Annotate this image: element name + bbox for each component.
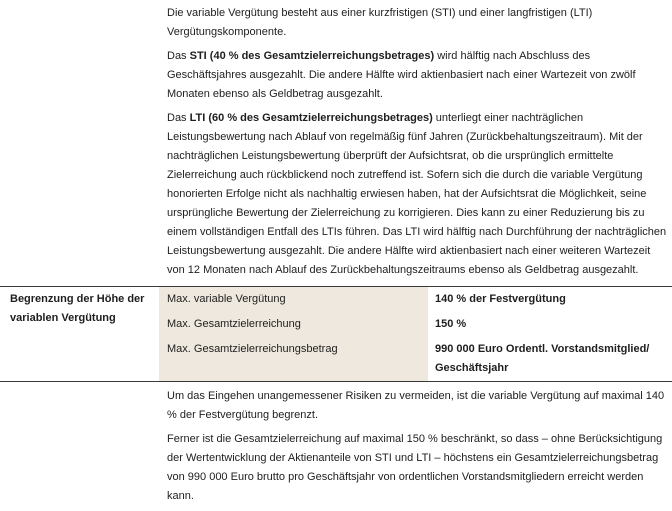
limits-row-label: Begrenzung der Höhe der variablen Vergütung [10, 293, 145, 324]
sti-paragraph: Das STI (40 % des Gesamtzielerreichungsbetrages) wird hälftig nach Abschluss des Geschäftsjahres ausgezahlt. Die andere Hälfte wird aktienbasiert nach einer Wartezeit von zwölf Monaten ebenso als Geldbetrag ausgezahlt. [167, 50, 636, 100]
lti-heading: LTI (60 % des Gesamtzielerreichungsbetrages) [189, 112, 433, 124]
sti-heading: STI (40 % des Gesamtzielerreichungsbetrages) [189, 50, 435, 62]
intro-paragraph: Die variable Vergütung besteht aus einer kurzfristigen (STI) und einer langfristigen (LTI) Vergütungskomponente. [167, 7, 593, 38]
section-divider-bottom [0, 381, 672, 382]
limit-row-max-amount [167, 340, 672, 378]
limit-value: 150 % [435, 318, 467, 330]
limit-row-max-variable [167, 290, 672, 309]
limit-value: 990 000 Euro Ordentl. Vorstandsmitglied/ Geschäftsjahr [435, 343, 650, 374]
variable-compensation-description [167, 4, 667, 285]
limits-explanation [167, 387, 667, 511]
risk-paragraph: Um das Eingehen unangemessener Risiken zu vermeiden, ist die variable Vergütung auf maximal 140 % der Festvergütung begrenzt. [167, 390, 665, 421]
cap-paragraph: Ferner ist die Gesamtzielerreichung auf maximal 150 % beschränkt, so dass – ohne Berücksichtigung der Wertentwicklung der Aktienanteile von STI und LTI – höchstens ein Gesamtzielerreichungsbetrag von 990 000 Euro brutto pro Geschäftsjahr von ordentlichen Vorstandsmitgliedern erreicht werden kann. [167, 433, 663, 502]
lti-paragraph: Das LTI (60 % des Gesamtzielerreichungsbetrages) unterliegt einer nachträglichen Leistungsbewertung nach Ablauf von regelmäßig fünf Jahren (Zurückbehaltungszeitraum). Mit der nachträglichen Leistungsbewertung überprüft der Aufsichtsrat, ob die ursprünglich ermittelte Zielerreichung auch rückblickend noch zutreffend ist. Sofern sich die durch die variable Vergütung honorierten Erfolge nicht als nachhaltig erwiesen haben, hat der Aufsichtsrat die Möglichkeit, seine ursprüngliche Bewertung der Zielerreichung zu korrigieren. Dies kann zu einer Reduzierung bis zu einem vollständigen Entfall des LTIs führen. Das LTI wird hälftig nach Durchführung der nachträglichen Leistungsbewertung ausgezahlt. Die andere Hälfte wird aktienbasiert nach einer weiteren Wartezeit von 12 Monaten nach Ablauf des Zurückbehaltungszeitraums ebenso als Geldbetrag ausgezahlt. [167, 112, 667, 276]
limit-key: Max. Gesamtzielerreichungsbetrag [167, 343, 338, 355]
limit-key: Max. variable Vergütung [167, 293, 286, 305]
limits-table [167, 290, 672, 384]
limit-value: 140 % der Festvergütung [435, 293, 566, 305]
limit-row-max-target [167, 315, 672, 334]
limit-key: Max. Gesamtzielerreichung [167, 318, 301, 330]
